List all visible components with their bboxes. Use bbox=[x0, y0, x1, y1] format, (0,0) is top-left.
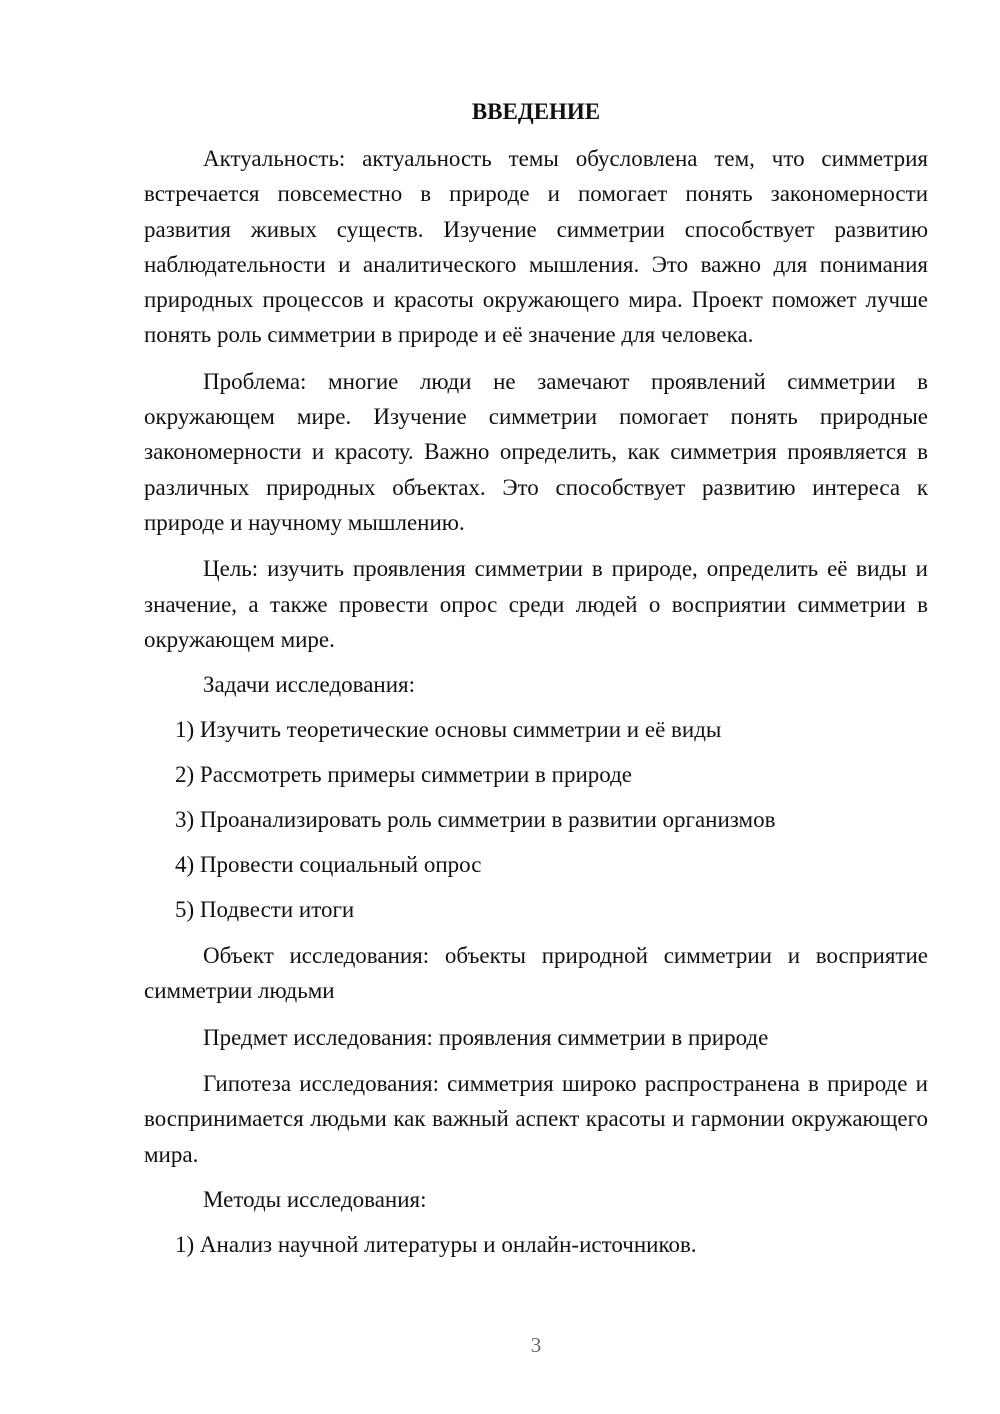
goal-paragraph: Цель: изучить проявления симметрии в природе, определить её виды и значение, а также провести опрос среди людей о восприятии симметрии в окружающем мире. bbox=[144, 556, 928, 652]
page-number: 3 bbox=[530, 1333, 542, 1357]
task-item-5: 5) Подвести итоги bbox=[175, 897, 355, 923]
task-item-4: 4) Провести социальный опрос bbox=[175, 852, 482, 878]
object-paragraph: Объект исследования: объекты природной симметрии и восприятие симметрии людьми bbox=[144, 943, 928, 1004]
tasks-heading: Задачи исследования: bbox=[203, 672, 416, 698]
document-page bbox=[144, 94, 928, 1262]
methods-heading: Методы исследования: bbox=[203, 1186, 427, 1212]
problem-paragraph: Проблема: многие люди не замечают проявлений симметрии в окружающем мире. Изучение симметрии помогает понять природные закономерности и красоту. Важно определить, как симметрия проявляется в различных природных объектах. Это способствует развитию интереса к природе и научному мышлению. bbox=[144, 368, 928, 535]
relevance-paragraph: Актуальность: актуальность темы обусловлена тем, что симметрия встречается повсеместно в природе и помогает понять закономерности развития живых существ. Изучение симметрии способствует развитию наблюдательности и аналитического мышления. Это важно для понимания природных процессов и красоты окружающего мира. Проект поможет лучше понять роль симметрии в природе и её значение для человека. bbox=[144, 146, 928, 348]
task-item-1: 1) Изучить теоретические основы симметрии и её виды bbox=[175, 717, 722, 743]
task-item-3: 3) Проанализировать роль симметрии в развитии организмов bbox=[175, 807, 776, 833]
task-item-2: 2) Рассмотреть примеры симметрии в природе bbox=[175, 762, 633, 788]
section-title: ВВЕДЕНИЕ bbox=[471, 99, 601, 124]
subject-paragraph: Предмет исследования: проявления симметрии в природе bbox=[203, 1024, 769, 1050]
hypothesis-paragraph: Гипотеза исследования: симметрия широко распространена в природе и воспринимается людьми как важный аспект красоты и гармонии окружающего мира. bbox=[144, 1071, 928, 1167]
method-item-1: 1) Анализ научной литературы и онлайн-источников. bbox=[175, 1231, 697, 1257]
